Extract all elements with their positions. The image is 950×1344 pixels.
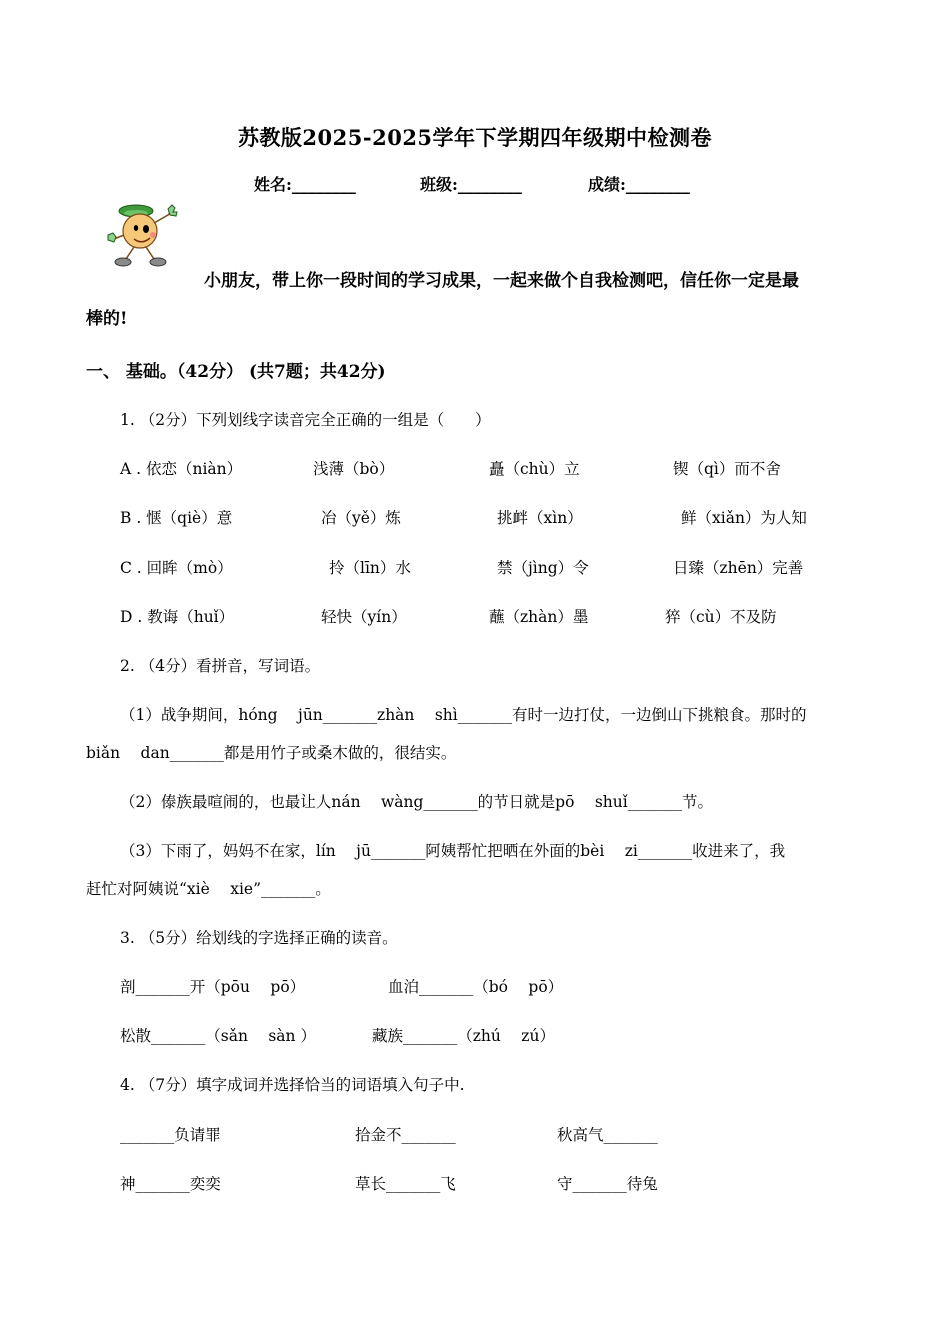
- score-field: 成绩:________: [588, 175, 690, 194]
- question-4-item: 秋高气_______: [557, 1126, 658, 1144]
- question-3-item: 藏族_______（zhú zú）: [372, 1027, 555, 1045]
- question-2-part-1: （1）战争期间，hóng jūn_______zhàn shì_______有时一边打仗，一边倒山下挑粮食。那时的: [120, 706, 807, 724]
- option-d-label: D . 教诲（huǐ）: [120, 608, 235, 626]
- question-2-part-1-cont: biǎn dan_______都是用竹子或桑木做的，很结实。: [86, 744, 457, 762]
- option-c-item: 日臻（zhēn）完善: [673, 559, 804, 577]
- intro-line-1: 小朋友，带上你一段时间的学习成果，一起来做个自我检测吧，信任你一定是最: [204, 271, 799, 291]
- question-4-item: 神_______奕奕: [120, 1175, 221, 1193]
- question-2-part-3-cont: 赶忙对阿姨说“xiè xie”_______。: [86, 880, 331, 898]
- option-b-label: B . 惬（qiè）意: [120, 509, 233, 527]
- option-a-item: 浅薄（bò）: [313, 460, 395, 478]
- question-4-item: _______负请罪: [120, 1126, 221, 1144]
- intro-line-2: 棒的!: [86, 309, 128, 329]
- question-4-item: 草长_______飞: [355, 1175, 456, 1193]
- option-b-item: 鲜（xiǎn）为人知: [681, 509, 807, 527]
- option-a-item: 锲（qì）而不舍: [673, 460, 781, 478]
- option-b-item: 冶（yě）炼: [321, 509, 401, 527]
- question-3-item: 血泊_______（bó pō）: [388, 978, 564, 996]
- section-heading: 一、 基础。（42分） (共7题；共42分): [86, 362, 386, 382]
- question-4-item: 拾金不_______: [355, 1126, 456, 1144]
- option-c-label: C . 回眸（mò）: [120, 559, 233, 577]
- question-3-item: 剖_______开（pōu pō）: [120, 978, 306, 996]
- option-b-item: 挑衅（xìn）: [497, 509, 583, 527]
- page-title: 苏教版2025-2025学年下学期四年级期中检测卷: [237, 125, 713, 150]
- question-2-stem: 2. （4分）看拼音，写词语。: [120, 657, 321, 675]
- question-2-part-2: （2）傣族最喧闹的，也最让人nán wàng_______的节日就是pō shuǐ_______节。: [120, 793, 713, 811]
- option-d-item: 猝（cù）不及防: [665, 608, 777, 626]
- question-4-stem: 4. （7分）填字成词并选择恰当的词语填入句子中.: [120, 1076, 465, 1094]
- option-d-item: 蘸（zhàn）墨: [489, 608, 589, 626]
- option-d-item: 轻快（yín）: [321, 608, 407, 626]
- option-a-item: 矗（chù）立: [489, 460, 580, 478]
- name-field: 姓名:________: [254, 175, 356, 194]
- option-c-item: 禁（jìng）令: [497, 559, 589, 577]
- mascot-illustration: [106, 203, 188, 275]
- question-2-part-3: （3）下雨了，妈妈不在家，lín jū_______阿姨帮忙把晒在外面的bèi zi_______收进来了，我: [120, 842, 786, 860]
- question-3-item: 松散_______（sǎn sàn ）: [120, 1027, 316, 1045]
- option-a-label: A . 依恋（niàn）: [120, 460, 243, 478]
- question-4-item: 守_______待兔: [557, 1175, 658, 1193]
- class-field: 班级:________: [420, 175, 522, 194]
- option-c-item: 拎（līn）水: [329, 559, 411, 577]
- question-3-stem: 3. （5分）给划线的字选择正确的读音。: [120, 929, 398, 947]
- question-1-stem: 1. （2分）下列划线字读音完全正确的一组是（ ）: [120, 411, 491, 429]
